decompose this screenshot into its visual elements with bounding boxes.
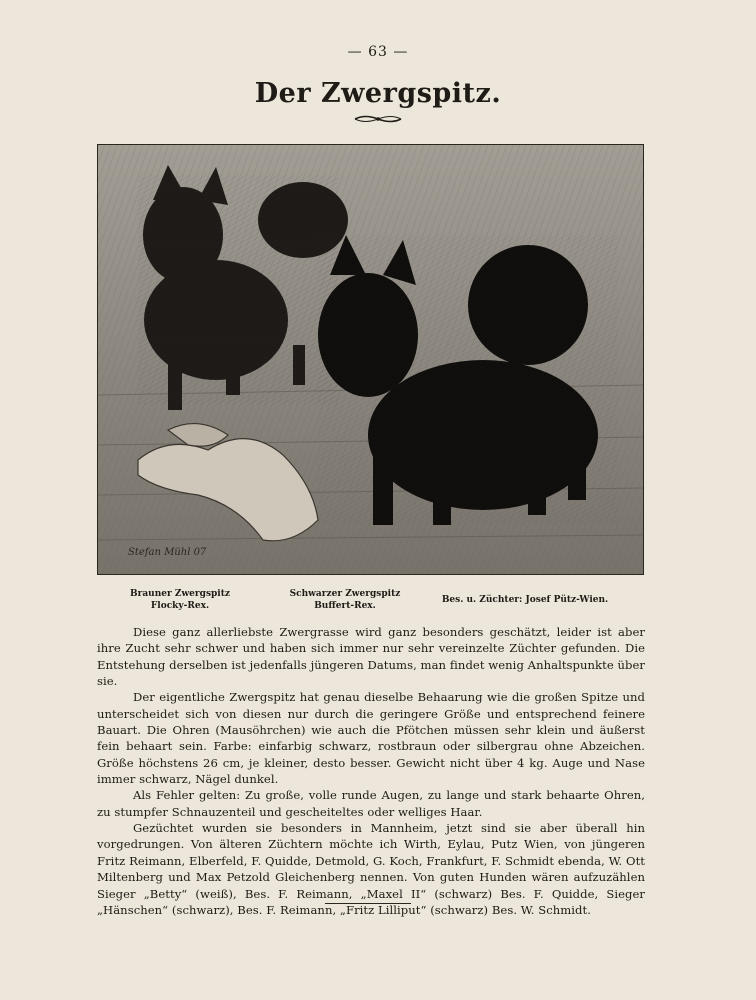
dogs-etching bbox=[98, 145, 643, 574]
caption-line: Brauner Zwergspitz bbox=[130, 589, 230, 599]
caption-brown-dwarf-spitz bbox=[120, 588, 240, 612]
end-divider bbox=[325, 903, 411, 904]
paragraph: Diese ganz allerliebste Zwergrasse wird ganz besonders geschätzt, leider ist aber ihre Zucht sehr schwer und haben sich immer nur sehr vereinzelte Züchter gefunden. Die Entstehung derselben ist jedenfalls jüngeren Datums, man findet wenig Anhaltspunkte über sie. bbox=[97, 625, 645, 689]
page-title: Der Zwergspitz. bbox=[254, 78, 502, 109]
ornament-flourish bbox=[353, 114, 403, 124]
caption-line: Buffert-Rex. bbox=[314, 601, 376, 611]
page-number: — 63 — bbox=[347, 44, 409, 60]
artist-signature: Stefan Mühl 07 bbox=[128, 547, 207, 558]
paragraph: Der eigentliche Zwergspitz hat genau dieselbe Behaarung wie die großen Spitze und unterscheidet sich von diesen nur durch die geringere Größe und entsprechend feinere Bauart. Die Ohren (Mausöhrchen) wie auch die Pfötchen müssen sehr klein und äußerst fein behaart sein. Farbe: einfarbig schwarz, rostbraun oder silbergrau ohne Abzeichen. Größe höchstens 26 cm, je kleiner, desto besser. Gewicht nicht über 4 kg. Auge und Nase immer schwarz, Nägel dunkel. bbox=[97, 690, 645, 787]
caption-black-dwarf-spitz bbox=[280, 588, 410, 612]
caption-owner bbox=[430, 594, 620, 606]
paragraph: Als Fehler gelten: Zu große, volle runde Augen, zu lange und stark behaarte Ohren, zu stumpfer Schnauzenteil und gescheiteltes oder welliges Haar. bbox=[97, 788, 645, 819]
caption-line: Schwarzer Zwergspitz bbox=[289, 589, 401, 599]
caption-line: Bes. u. Züchter: Josef Pütz-Wien. bbox=[441, 595, 609, 605]
illustration-plate bbox=[97, 144, 644, 575]
caption-line: Flocky-Rex. bbox=[150, 601, 210, 611]
article-body bbox=[97, 624, 645, 918]
paragraph: Gezüchtet wurden sie besonders in Mannheim, jetzt sind sie aber überall hin vorgedrungen. Von älteren Züchtern möchte ich Wirth, Eylau, Putz Wien, von jüngeren Fritz Reimann, Elberfeld, F. Quidde, Detmold, G. Koch, Frankfurt, F. Schmidt ebenda, W. Ott Miltenberg und Max Petzold Gleichenberg nennen. Von guten Hunden wären aufzuzählen Sieger „Betty“ (weiß), Bes. F. Reimann, „Maxel II“ (schwarz) Bes. F. Quidde, Sieger „Hänschen“ (schwarz), Bes. F. Reimann, „Fritz Lilliput“ (schwarz) Bes. W. Schmidt. bbox=[97, 821, 645, 917]
